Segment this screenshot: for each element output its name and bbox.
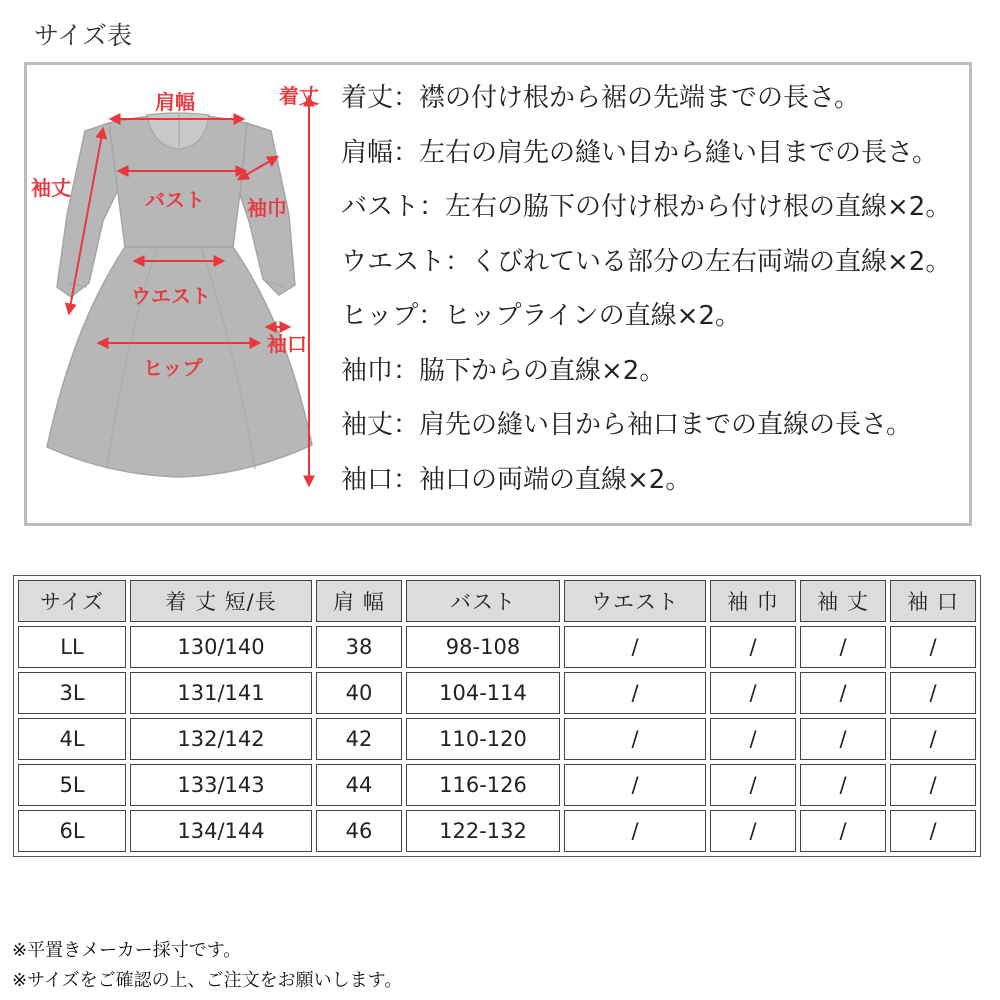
header-bust: バスト (406, 580, 560, 622)
table-header-row (18, 580, 976, 622)
table-cell: / (890, 718, 976, 760)
table-cell: / (800, 672, 886, 714)
note-measurement: ※平置きメーカー採寸です。 (12, 940, 242, 961)
table-cell: 46 (316, 810, 402, 852)
table-cell: / (800, 626, 886, 668)
definition-bust: バスト：左右の脇下の付け根から付け根の直線×2。 (341, 192, 952, 222)
table-cell: 42 (316, 718, 402, 760)
table-cell: / (890, 626, 976, 668)
measurement-guide (24, 62, 972, 526)
table-cell: 6L (18, 810, 126, 852)
header-cuff: 袖 口 (890, 580, 976, 622)
definition-cuff: 袖口：袖口の両端の直線×2。 (341, 464, 692, 495)
table-row (18, 672, 976, 714)
header-shoulder: 肩 幅 (316, 580, 402, 622)
table-cell: 134/144 (130, 810, 312, 852)
table-cell: 3L (18, 672, 126, 714)
table-cell: 38 (316, 626, 402, 668)
table-cell: 4L (18, 718, 126, 760)
dress-diagram (27, 65, 357, 529)
table-cell: / (710, 626, 796, 668)
table-cell: LL (18, 626, 126, 668)
label-sleeve-width: 袖巾 (247, 196, 287, 220)
table-cell: / (890, 672, 976, 714)
table-cell: 133/143 (130, 764, 312, 806)
table-cell: 131/141 (130, 672, 312, 714)
table-cell: / (564, 626, 706, 668)
table-row (18, 764, 976, 806)
table-cell: / (800, 764, 886, 806)
notes (12, 936, 402, 996)
definition-sleeve-width: 袖巾：脇下からの直線×2。 (341, 355, 666, 386)
table-cell: / (710, 718, 796, 760)
definition-shoulder: 肩幅：左右の肩先の縫い目から縫い目までの長さ。 (341, 137, 938, 168)
label-cuff: 袖口 (267, 332, 307, 356)
table-cell: / (564, 810, 706, 852)
header-size: サイズ (18, 580, 126, 622)
label-hip: ヒップ (143, 356, 203, 380)
table-row (18, 626, 976, 668)
table-cell: 116-126 (406, 764, 560, 806)
size-table (14, 576, 980, 856)
table-cell: / (890, 764, 976, 806)
label-length: 着丈 (279, 84, 319, 108)
table-cell: / (710, 672, 796, 714)
table-cell: 104-114 (406, 672, 560, 714)
note-confirm: ※サイズをご確認の上、ご注文をお願いします。 (12, 970, 403, 991)
table-cell: 130/140 (130, 626, 312, 668)
header-sleeve-width: 袖 巾 (710, 580, 796, 622)
table-cell: 132/142 (130, 718, 312, 760)
header-length: 着 丈 短/長 (130, 580, 312, 622)
page-title: サイズ表 (34, 21, 133, 50)
header-waist: ウエスト (564, 580, 706, 622)
table-cell: 110-120 (406, 718, 560, 760)
table-cell: 40 (316, 672, 402, 714)
table-cell: 44 (316, 764, 402, 806)
table-cell: / (800, 810, 886, 852)
table-cell: / (890, 810, 976, 852)
table-cell: 122-132 (406, 810, 560, 852)
table-row (18, 718, 976, 760)
table-cell: / (800, 718, 886, 760)
table-row (18, 810, 976, 852)
label-shoulder: 肩幅 (155, 90, 195, 114)
table-cell: / (564, 718, 706, 760)
definition-hip: ヒップ：ヒップラインの直線×2。 (341, 301, 741, 331)
definition-list (341, 83, 951, 519)
definition-sleeve-length: 袖丈：肩先の縫い目から袖口までの直線の長さ。 (341, 410, 912, 440)
table-cell: / (710, 810, 796, 852)
definition-length: 着丈：襟の付け根から裾の先端までの長さ。 (341, 83, 860, 113)
table-cell: 5L (18, 764, 126, 806)
label-sleeve-length: 袖丈 (31, 176, 71, 200)
table-cell: / (564, 764, 706, 806)
header-sleeve-length: 袖 丈 (800, 580, 886, 622)
table-cell: / (564, 672, 706, 714)
table-cell: / (710, 764, 796, 806)
label-waist: ウエスト (131, 284, 211, 308)
label-bust: バスト (145, 188, 205, 212)
definition-waist: ウエスト：くびれている部分の左右両端の直線×2。 (341, 246, 952, 277)
table-cell: 98-108 (406, 626, 560, 668)
